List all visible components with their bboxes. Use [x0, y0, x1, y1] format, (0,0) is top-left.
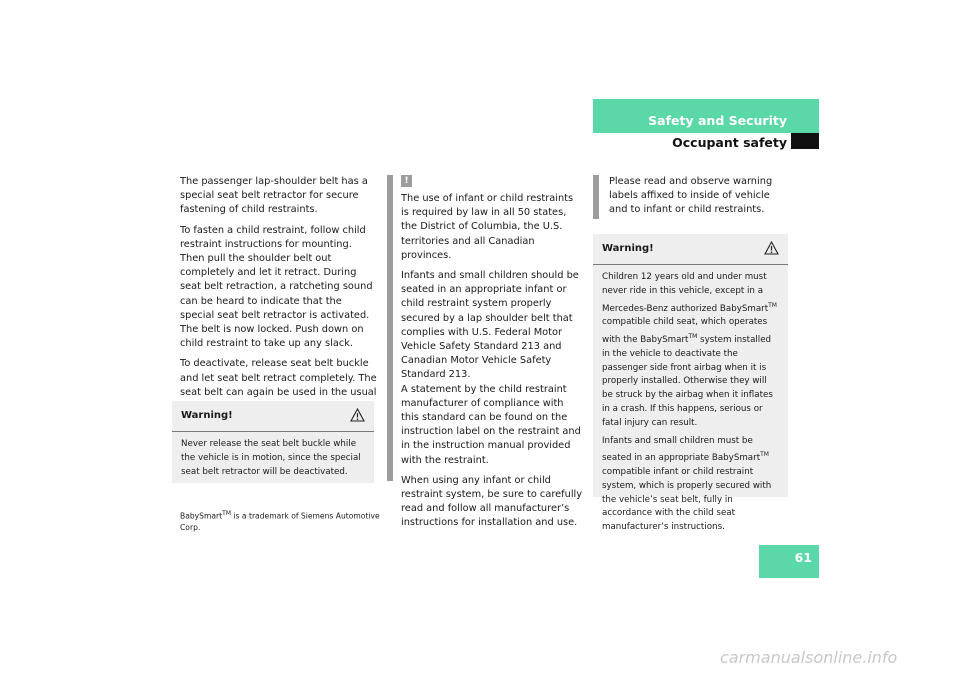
- left-column: [180, 175, 378, 420]
- warning-triangle-icon: [764, 241, 779, 255]
- warning-header: [593, 234, 788, 265]
- notice-paragraph: The use of infant or child restraints is required by law in all 50 states, the District of Columbia, the U.S. territories and all Canadian provinces.: [401, 193, 574, 261]
- right-column: [609, 175, 791, 224]
- watermark: carmanualsonline.info: [720, 648, 898, 667]
- subsection-title: Occupant safety: [672, 135, 787, 150]
- warning-header: [172, 401, 374, 432]
- notice-column: [401, 192, 583, 537]
- notice-paragraph: Infants and small children should be seated in an appropriate infant or child restraint system properly secured by a lap shoulder belt that complies with U.S. Federal Motor Vehicle Safety Standard 213 and Canadian Motor Vehicle Safety Standard 213. A statement by the child restraint manufacturer of compliance with this standard can be found on the instruction label on the restraint and in the instruction manual provided with the restraint.: [401, 270, 581, 466]
- trademark-footnote: BabySmart™ is a trademark of Siemens Automotive Corp.: [180, 510, 380, 532]
- section-title: Safety and Security: [648, 113, 787, 128]
- page-number: 61: [794, 550, 812, 565]
- warning-box-belt: [172, 401, 374, 483]
- paragraph: To fasten a child restraint, follow child restraint instructions for mounting. Then pull the shoulder belt out completely and let it retract. During seat belt retraction, a ratcheting sound can be heard to indicate that the special seat belt retractor is activated. The belt is now locked. Push down on child restraint to take up any slack.: [180, 224, 373, 350]
- page-number-box: [759, 545, 819, 578]
- section-header-bar: [593, 99, 819, 133]
- warning-body: [593, 265, 788, 543]
- warning-triangle-icon: [350, 408, 365, 422]
- header-marker: [791, 133, 819, 149]
- warning-body: [172, 432, 374, 487]
- notice-icon: !: [401, 175, 412, 187]
- info-side-bar: [593, 175, 599, 219]
- paragraph: The passenger lap-shoulder belt has a special seat belt retractor for secure fastening of child restraints.: [180, 176, 368, 216]
- warning-box-children: [593, 234, 788, 533]
- paragraph: To deactivate, release seat belt buckle and let seat belt retract completely. The seat belt can again be used in the usual: [180, 358, 377, 398]
- warning-text: Children 12 years old and under must never ride in this vehicle, except in a Mercedes-Benz authorized BabySmart™ compatible child seat, which operates with the BabySmart™ system installed in the vehicle to deactivate the passenger side front airbag when it is properly installed. Otherwise they will be struck by the airbag when it inflates in a crash. If this happens, serious or fatal injury can result.: [602, 272, 777, 428]
- subsection-header: [593, 133, 819, 149]
- warning-title: Warning!: [602, 243, 654, 254]
- warning-text: Never release the seat belt buckle while the vehicle is in motion, since the special seat belt retractor will be deactivated.: [181, 439, 361, 477]
- warning-title: Warning!: [181, 410, 233, 421]
- notice-side-bar: [387, 175, 393, 481]
- paragraph: Please read and observe warning labels affixed to inside of vehicle and to infant or child restraints.: [609, 176, 773, 216]
- warning-text: Infants and small children must be seated in an appropriate BabySmart™ compatible infant or child restraint system, which is properly secured with the vehicle’s seat belt, fully in accordance with the child seat manufacturer’s instructions.: [602, 435, 772, 533]
- notice-paragraph: When using any infant or child restraint system, be sure to carefully read and follow all manufacturer’s instructions for installation and use.: [401, 474, 583, 529]
